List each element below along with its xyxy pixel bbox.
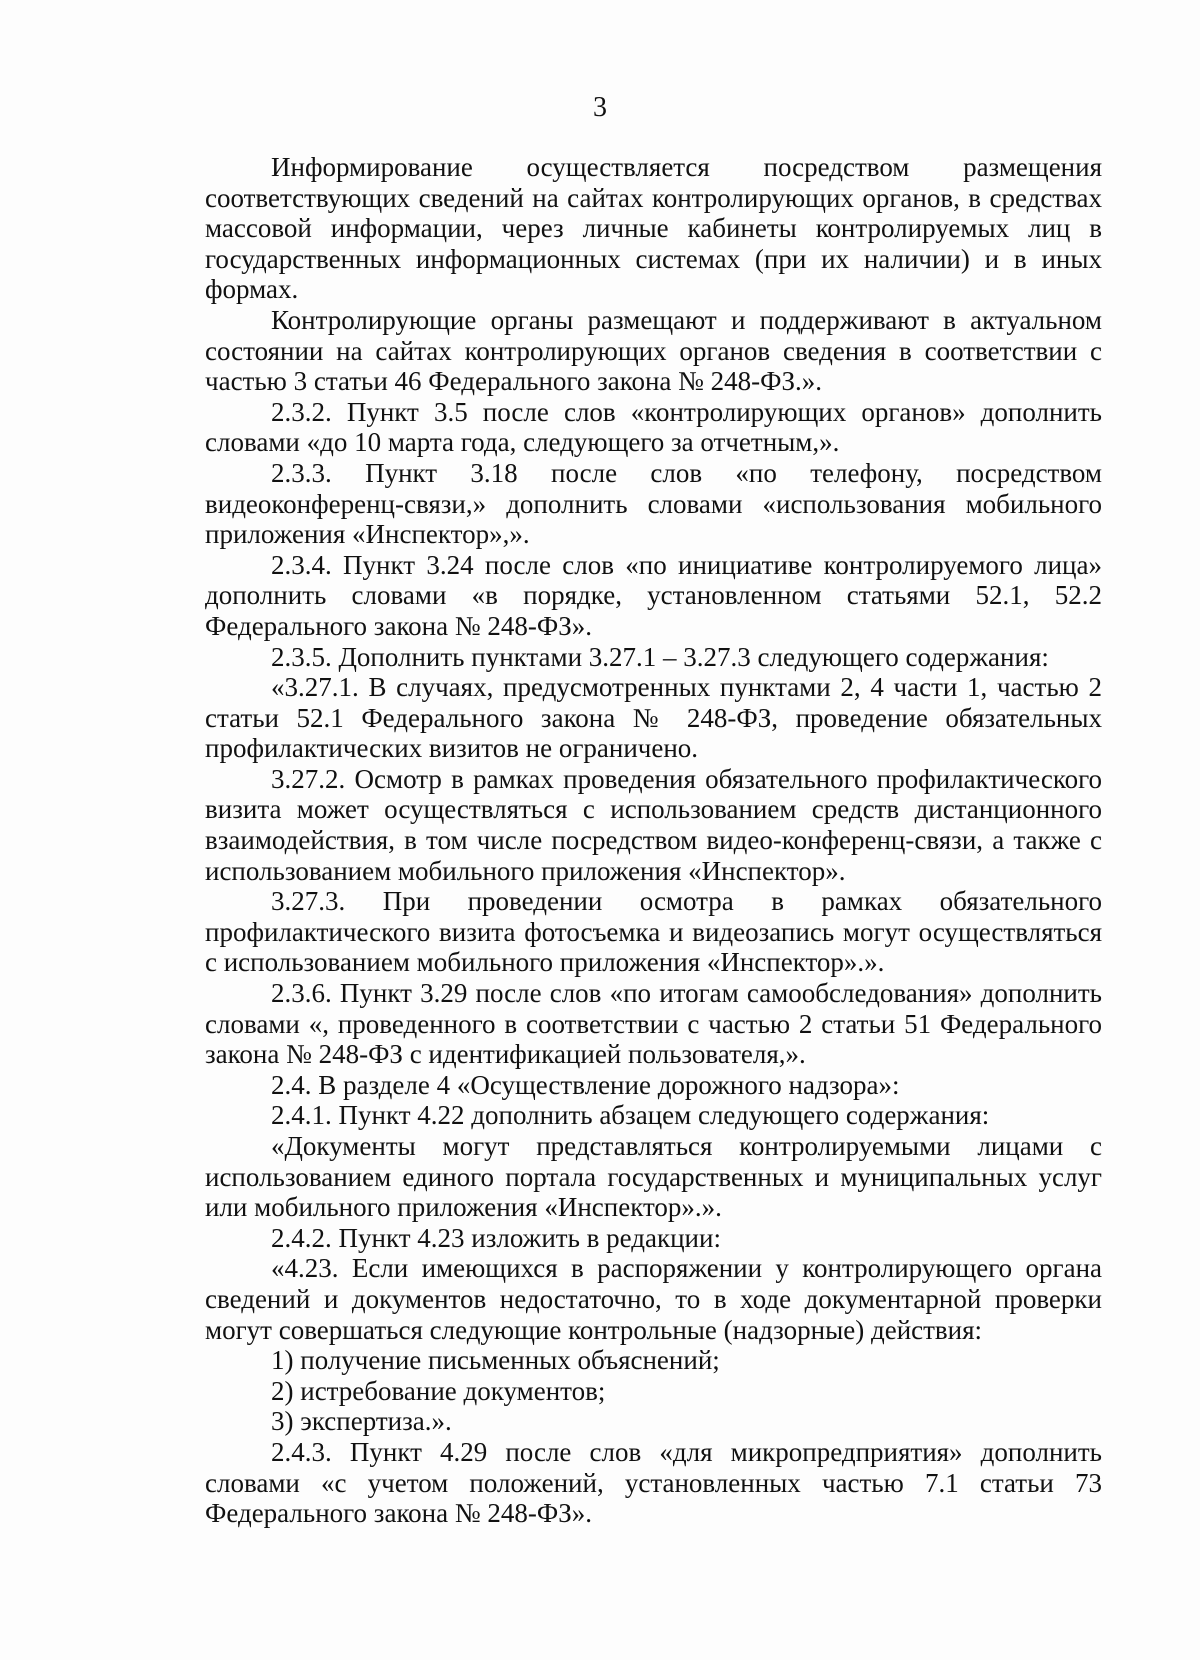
paragraph-2-3-4: 2.3.4. Пункт 3.24 после слов «по инициативе контролируемого лица» дополнить словами «в порядке, установленном статьями 52.1, 52.2 Федерального закона № 248-ФЗ». — [205, 549, 1102, 641]
paragraph-4-23: «4.23. Если имеющихся в распоряжении у контролирующего органа сведений и документов недостаточно, то в ходе документарной проверки могут совершаться следующие контрольные (надзорные) действия: — [205, 1253, 1102, 1345]
paragraph-3-27-2: 3.27.2. Осмотр в рамках проведения обязательного профилактического визита может осуществляться с использованием средств дистанционного взаимодействия, в том числе посредством видео-конференц-связи, а также с использованием мобильного приложения «Инспектор». — [205, 763, 1102, 886]
paragraph-2-4-1: 2.4.1. Пункт 4.22 дополнить абзацем следующего содержания: — [271, 1100, 990, 1131]
paragraph-informing: Информирование осуществляется посредством размещения соответствующих сведений на сайтах контролирующих органов, в средствах массовой информации, через личные кабинеты контролируемых лиц в государственных информационных системах (при их наличии) и в иных формах. — [205, 152, 1102, 305]
paragraph-2-3-2: 2.3.2. Пункт 3.5 после слов «контролирующих органов» дополнить словами «до 10 марта года, следующего за отчетным,». — [205, 396, 1102, 458]
paragraph-3-27-1: «3.27.1. В случаях, предусмотренных пунктами 2, 4 части 1, частью 2 статьи 52.1 Федерального закона № 248-ФЗ, проведение обязательных профилактических визитов не ограничено. — [205, 672, 1102, 764]
paragraph-documents-quote: «Документы могут представляться контролируемыми лицами с использованием единого портала государственных и муниципальных услуг или мобильного приложения «Инспектор».». — [205, 1131, 1102, 1223]
list-item-explanations: 1) получение письменных объяснений; — [271, 1345, 720, 1376]
list-item-expertise: 3) экспертиза.». — [271, 1406, 452, 1437]
list-item-documents: 2) истребование документов; — [271, 1375, 606, 1406]
paragraph-2-3-5: 2.3.5. Дополнить пунктами 3.27.1 – 3.27.3 следующего содержания: — [271, 641, 1049, 672]
paragraph-controlling-bodies: Контролирующие органы размещают и поддерживают в актуальном состоянии на сайтах контролирующих органов сведения в соответствии с частью 3 статьи 46 Федерального закона № 248-ФЗ.». — [205, 304, 1102, 397]
paragraph-2-4-3: 2.4.3. Пункт 4.29 после слов «для микропредприятия» дополнить словами «с учетом положений, установленных частью 7.1 статьи 73 Федерального закона № 248-ФЗ». — [205, 1436, 1102, 1529]
paragraph-2-4-2: 2.4.2. Пункт 4.23 изложить в редакции: — [271, 1222, 721, 1253]
paragraph-2-4: 2.4. В разделе 4 «Осуществление дорожного надзора»: — [271, 1069, 900, 1100]
paragraph-2-3-6: 2.3.6. Пункт 3.29 после слов «по итогам самообследования» дополнить словами «, проведенного в соответствии с частью 2 статьи 51 Федерального закона № 248-ФЗ с идентификацией пользователя,». — [205, 978, 1102, 1070]
paragraph-2-3-3: 2.3.3. Пункт 3.18 после слов «по телефону, посредством видеоконференц-связи,» дополнить словами «использования мобильного приложения «Инспектор»,». — [205, 457, 1102, 550]
page-number: 3 — [593, 92, 607, 123]
document-body — [205, 152, 1102, 1529]
paragraph-3-27-3: 3.27.3. При проведении осмотра в рамках обязательного профилактического визита фотосъемка и видеозапись могут осуществляться с использованием мобильного приложения «Инспектор».». — [205, 886, 1102, 978]
